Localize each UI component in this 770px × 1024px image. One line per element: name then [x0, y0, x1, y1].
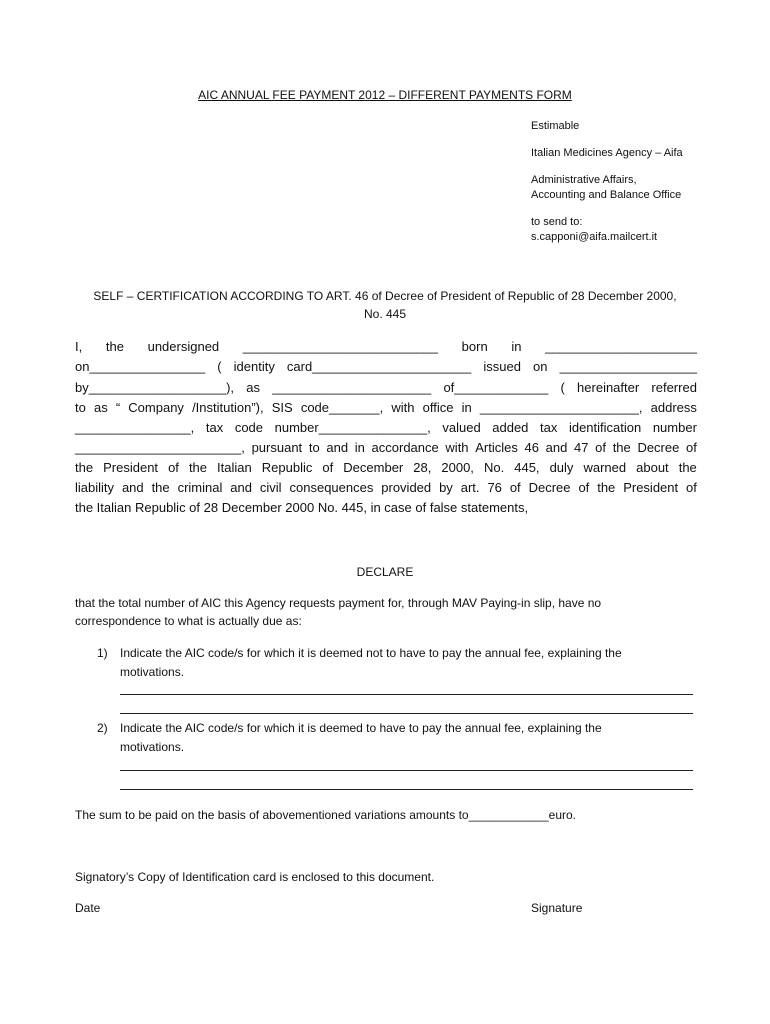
body-word: (: [560, 380, 565, 395]
certification-heading-line2: No. 445: [363, 307, 407, 321]
declare-intro-line2: correspondence to what is actually due as:: [75, 614, 302, 628]
body-word: President: [623, 480, 679, 495]
body-word: code_______,: [300, 400, 384, 415]
body-word: referred: [651, 380, 697, 395]
body-word: /Institution”),: [192, 400, 264, 415]
body-word: criminal: [177, 480, 223, 495]
body-last-line: the Italian Republic of 28 December 2000 No. 445, in case of false statements,: [75, 500, 529, 515]
body-word: the: [597, 480, 616, 495]
body-word: in: [354, 440, 365, 455]
body-word: Decree: [637, 440, 680, 455]
body-word: by___________________),: [75, 380, 235, 395]
body-word: of: [509, 480, 521, 495]
sum-statement: The sum to be paid on the basis of abovementioned variations amounts to____________euro.: [75, 808, 577, 822]
item-2-blank-line-2[interactable]: [120, 789, 693, 790]
body-word: ______________________,: [479, 400, 643, 415]
body-word: as: [93, 400, 108, 415]
body-word: to: [308, 440, 320, 455]
body-line: [75, 420, 697, 440]
body-word: address: [650, 400, 697, 415]
body-word: tax: [205, 420, 224, 435]
body-word: of: [686, 440, 697, 455]
certification-heading: [75, 287, 695, 323]
body-word: Republic: [261, 460, 313, 475]
body-word: with: [445, 440, 469, 455]
body-word: Decree: [528, 480, 571, 495]
body-word: ___________________________: [242, 339, 439, 354]
body-word: of_____________: [443, 380, 549, 395]
body-word: issued: [483, 359, 521, 374]
item-1-blank-line-2[interactable]: [120, 713, 693, 714]
body-line: [75, 480, 697, 500]
body-line: [75, 460, 697, 480]
body-line: [75, 339, 697, 359]
body-word: code: [234, 420, 264, 435]
body-word: identification: [568, 420, 642, 435]
body-word: the: [105, 339, 124, 354]
body-word: _____________________: [545, 339, 697, 354]
addressee-agency: Italian Medicines Agency – Aifa: [531, 147, 683, 159]
body-word: SIS: [271, 400, 293, 415]
body-word: to: [75, 400, 86, 415]
item-2-text-line2: motivations.: [120, 740, 185, 754]
body-word: of: [595, 440, 607, 455]
body-line: [75, 380, 697, 400]
body-word: President: [103, 460, 159, 475]
item-2-text-line1: Indicate the AIC code/s for which it is deemed to have to pay the annual fee, explaining the: [120, 721, 602, 735]
declare-intro-line1: that the total number of AIC this Agency requests payment for, through MAV Paying-in slip, have no: [75, 596, 602, 610]
body-word: No.: [483, 460, 505, 475]
body-word: valued: [442, 420, 481, 435]
body-word: ________________,: [75, 420, 195, 435]
body-word: and: [545, 440, 568, 455]
body-word: about: [636, 460, 669, 475]
body-word: ___________________: [559, 359, 697, 374]
body-word: added: [492, 420, 529, 435]
body-line: [75, 400, 697, 420]
body-word: (: [217, 359, 222, 374]
body-word: warned: [583, 460, 627, 475]
body-word: I,: [75, 339, 83, 354]
body-word: card______________________: [286, 359, 472, 374]
body-word: tax: [540, 420, 558, 435]
body-word: 46: [524, 440, 539, 455]
signature-label: Signature: [531, 901, 583, 915]
body-word: pursuant: [251, 440, 303, 455]
body-word: “: [115, 400, 121, 415]
body-word: Articles: [475, 440, 518, 455]
addressee-email: s.capponi@aifa.mailcert.it: [531, 231, 658, 243]
body-line: [75, 359, 697, 379]
body-word: 445,: [514, 460, 540, 475]
body-word: of: [686, 480, 697, 495]
body-word: number: [652, 420, 697, 435]
body-word: 47: [574, 440, 589, 455]
body-word: 2000,: [441, 460, 474, 475]
body-word: accordance: [371, 440, 439, 455]
body-word: of: [168, 460, 179, 475]
addressee-send-to: to send to:: [531, 216, 583, 228]
item-1-number: 1): [97, 646, 108, 660]
body-word: number_______________,: [274, 420, 431, 435]
body-word: liability: [75, 480, 115, 495]
body-word: the: [678, 460, 697, 475]
body-word: December: [343, 460, 404, 475]
body-word: duly: [549, 460, 574, 475]
certification-heading-line1: SELF – CERTIFICATION ACCORDING TO ART. 46 of Decree of President of Republic of 28 December 2000,: [93, 289, 677, 303]
body-word: _______________________,: [75, 440, 245, 455]
body-word: 76: [487, 480, 502, 495]
addressee-office-line2: Accounting and Balance Office: [531, 189, 682, 201]
item-1-text-line2: motivations.: [120, 665, 185, 679]
enclosure-statement: Signatory’s Copy of Identification card is enclosed to this document.: [75, 870, 435, 884]
body-word: of: [322, 460, 334, 475]
body-word: of: [578, 480, 590, 495]
body-word: provided: [381, 480, 432, 495]
body-word: in: [511, 339, 522, 354]
body-word: the: [75, 460, 94, 475]
body-word: on: [533, 359, 548, 374]
body-word: 28,: [413, 460, 432, 475]
body-word: and: [326, 440, 349, 455]
body-line: [75, 440, 697, 460]
addressee-office-line1: Administrative Affairs,: [531, 174, 637, 186]
declare-heading: DECLARE: [356, 565, 414, 579]
body-word: with: [391, 400, 415, 415]
item-1-blank-line-1[interactable]: [120, 694, 693, 695]
body-word: as: [246, 380, 260, 395]
body-word: the: [151, 480, 170, 495]
item-2-blank-line-1[interactable]: [120, 770, 693, 771]
body-word: and: [230, 480, 252, 495]
body-word: identity: [233, 359, 275, 374]
body-word: ______________________: [272, 380, 432, 395]
body-word: on________________: [75, 359, 206, 374]
body-word: office: [422, 400, 454, 415]
body-word: art.: [460, 480, 480, 495]
addressee-salutation: Estimable: [531, 120, 580, 132]
body-word: in: [461, 400, 472, 415]
item-2-number: 2): [97, 721, 108, 735]
body-word: and: [121, 480, 144, 495]
date-label: Date: [75, 901, 101, 915]
form-title: AIC ANNUAL FEE PAYMENT 2012 – DIFFERENT PAYMENTS FORM: [198, 88, 572, 102]
body-word: the: [188, 460, 208, 475]
body-word: Company: [128, 400, 184, 415]
body-word: by: [439, 480, 453, 495]
body-word: Italian: [217, 460, 252, 475]
body-word: civil: [259, 480, 282, 495]
body-word: undersigned: [147, 339, 220, 354]
item-1-text-line1: Indicate the AIC code/s for which it is deemed not to have to pay the annual fee, explaining the: [120, 646, 622, 660]
body-word: hereinafter: [577, 380, 640, 395]
body-word: born: [461, 339, 488, 354]
body-word: the: [612, 440, 631, 455]
body-word: consequences: [289, 480, 374, 495]
